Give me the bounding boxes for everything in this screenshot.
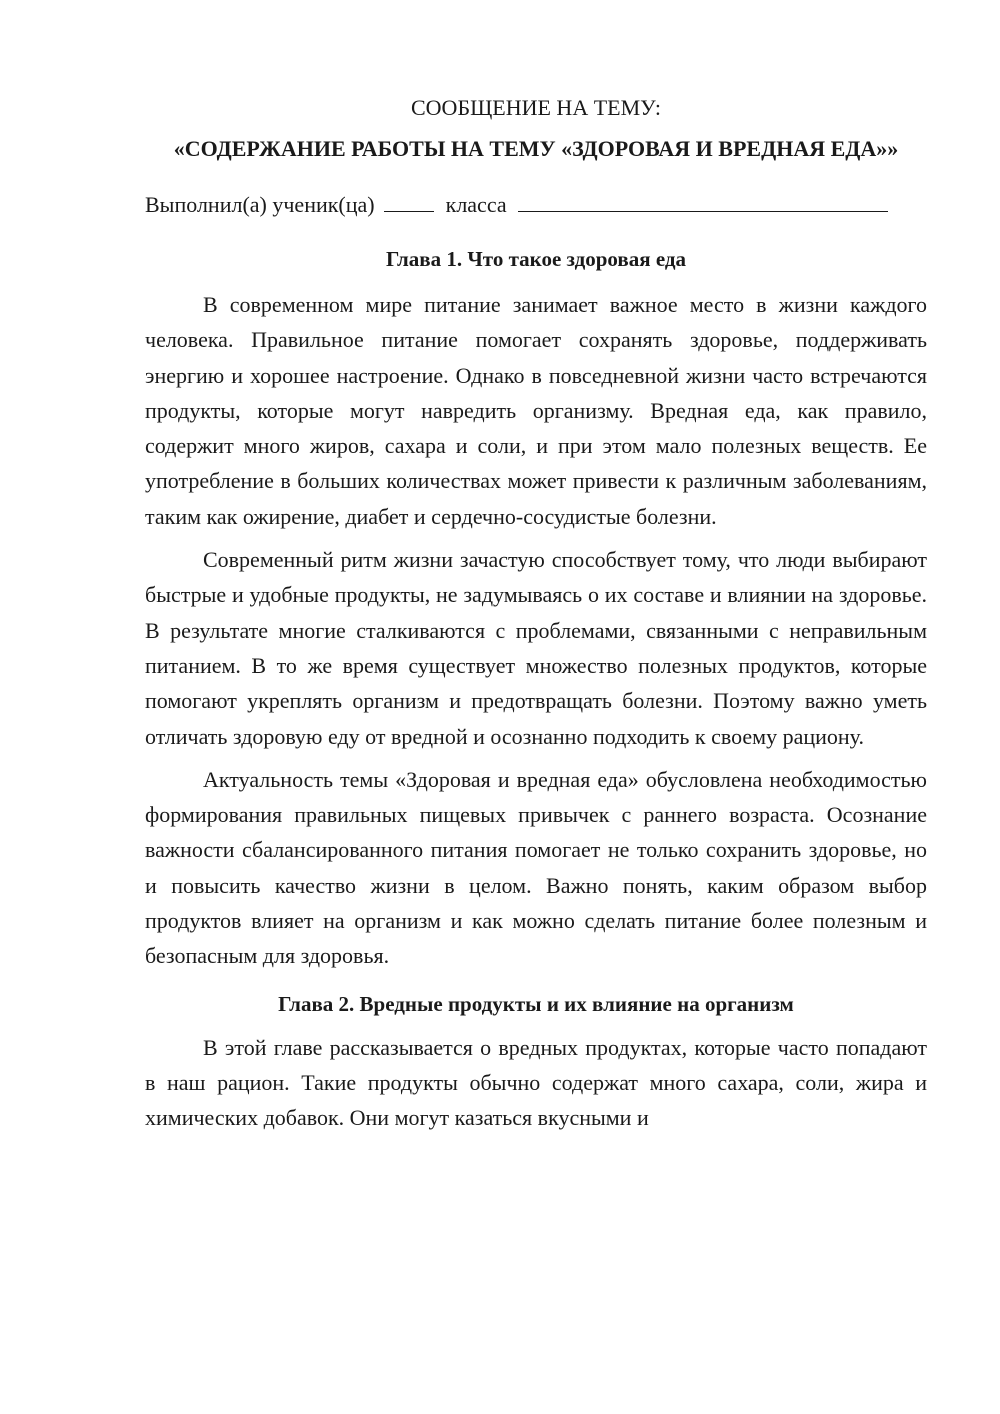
document-title-line-2: «СОДЕРЖАНИЕ РАБОТЫ НА ТЕМУ «ЗДОРОВАЯ И ВРЕДНАЯ ЕДА»» — [173, 136, 899, 161]
chapter-1-heading: Глава 1. Что такое здоровая еда — [386, 247, 686, 271]
document-page — [145, 92, 927, 1144]
chapter-1-paragraph-3: Актуальность темы «Здоровая и вредная еда» обусловлена необходимостью формирования правильных пищевых привычек с раннего возраста. Осознание важности сбалансированного питания помогает не только сохранить здоровье, но и повысить качество жизни в целом. Важно понять, каким образом выбор продуктов влияет на организм и как можно сделать питание более полезным и безопасным для здоровья. — [145, 766, 927, 969]
chapter-2-paragraph-1: В этой главе рассказывается о вредных продуктах, которые часто попадают в наш рацион. Такие продукты обычно содержат много сахара, соли, жира и химических добавок. Они могут казаться вкусными и — [145, 1034, 927, 1131]
student-info-line — [145, 189, 927, 221]
chapter-1-paragraph-2: Современный ритм жизни зачастую способствует тому, что люди выбирают быстрые и удобные продукты, не задумываясь о их составе и влиянии на здоровье. В результате многие сталкиваются с проблемами, связанными с неправильным питанием. В то же время существует множество полезных продуктов, которые помогают укреплять организм и предотвращать болезни. Поэтому важно уметь отличать здоровую еду от вредной и осознанно подходить к своему рациону. — [145, 547, 927, 749]
class-number-blank — [384, 191, 434, 212]
student-label: Выполнил(а) ученик(ца) — [145, 192, 375, 217]
student-name-blank — [518, 191, 888, 212]
chapter-2-heading: Глава 2. Вредные продукты и их влияние на организм — [278, 991, 794, 1016]
document-title-line-1: СООБЩЕНИЕ НА ТЕМУ: — [411, 95, 661, 120]
class-label: класса — [445, 192, 507, 217]
chapter-1-paragraph-1: В современном мире питание занимает важное место в жизни каждого человека. Правильное питание помогает сохранять здоровье, поддерживать энергию и хорошее настроение. Однако в повседневной жизни часто встречаются продукты, которые могут навредить организму. Вредная еда, как правило, содержит много жиров, сахара и соли, и при этом мало полезных веществ. Ее употребление в больших количествах может привести к различным заболеваниям, таким как ожирение, диабет и сердечно-сосудистые болезни. — [145, 292, 927, 529]
